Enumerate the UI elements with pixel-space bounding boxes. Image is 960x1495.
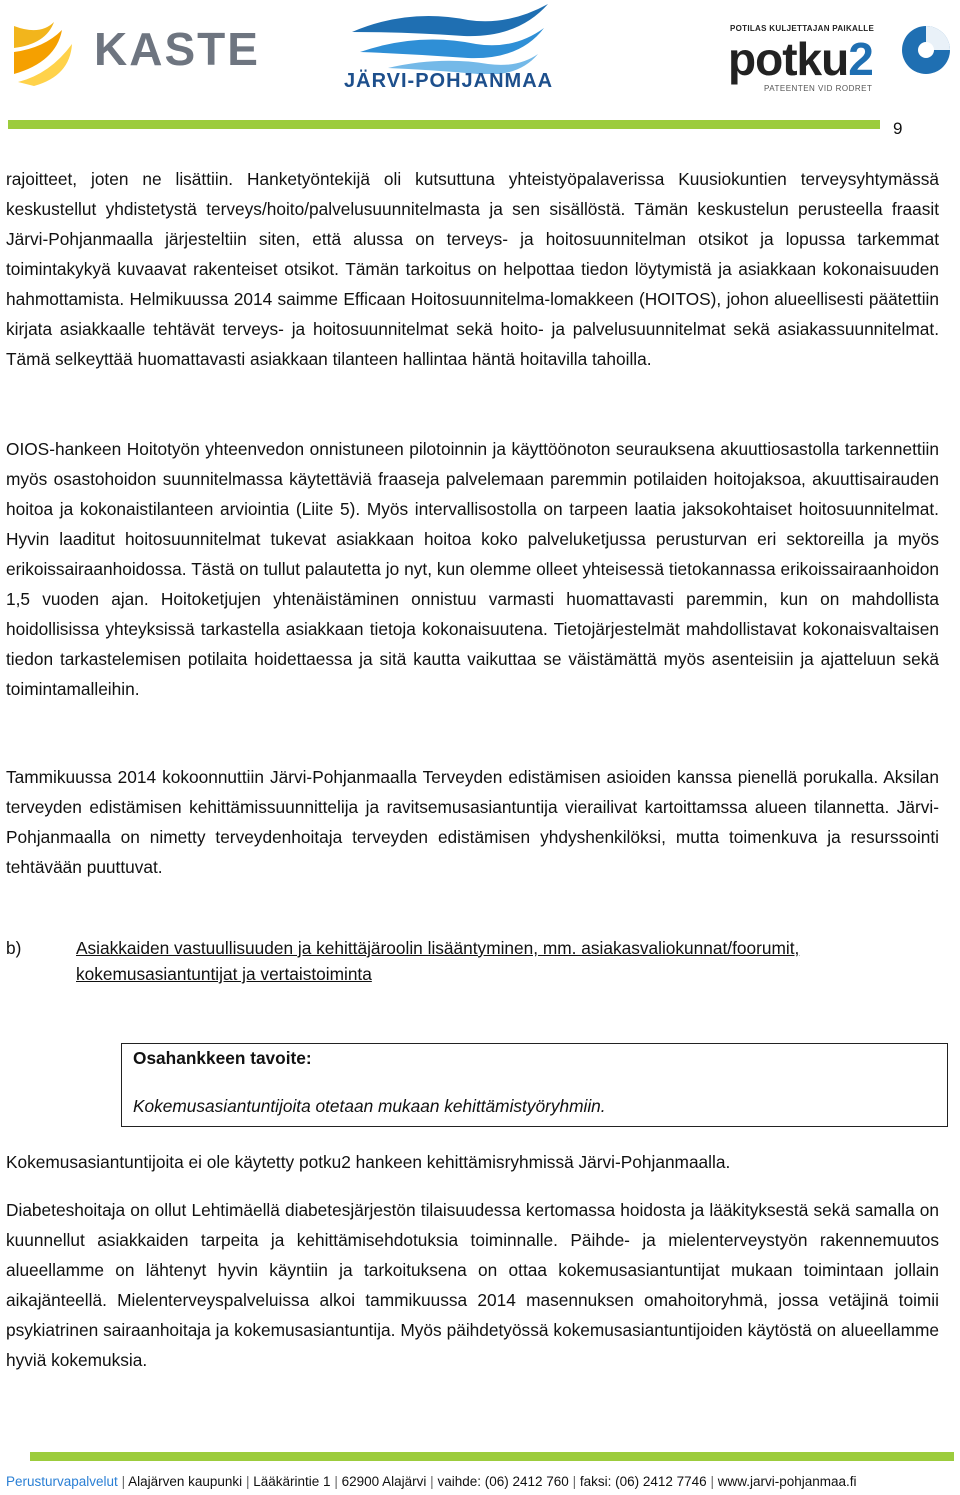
potku2-wordmark — [728, 32, 873, 86]
kaste-logo — [10, 12, 260, 92]
jarvi-pohjanmaa-logo — [338, 0, 554, 100]
paragraph-1: rajoitteet, joten ne lisättiin. Hanketyöntekijä oli kutsuttuna yhteistyöpalaverissa Kuusiokuntien terveysyhtymässä keskustellut yhdistetystä terveys/hoito/palvelusuunnitelmasta ja sen sisällöstä. Tämän keskustelun perusteella fraasit Järvi-Pohjanmaalla järjesteltiin siten, että alussa on terveys- ja hoitosuunnitelman otsikot ja lopussa tarkemmat toimintakykyä kuvaavat rakenteiset otsikot. Tämän tarkoitus on helpottaa tiedon löytymistä ja asiakkaan kokonaisuuden hahmottamista. Helmikuussa 2014 saimme Efficaan Hoitosuunnitelma-lomakkeen (HOITOS), johon alueellisesti päätettiin kirjata asiakkaalle tehtävät terveys- ja hoitosuunnitelmat sekä hoito- ja palvelusuunnitelmat sekä asiakassuunnitelmat. Tämä selkeyttää huomattavasti asiakkaan tilanteen hallintaa häntä hoitavilla tahoilla. — [6, 169, 939, 369]
footer-phone: vaihde: (06) 2412 760 — [437, 1474, 569, 1489]
page-number: 9 — [893, 119, 903, 138]
footer-divider — [30, 1452, 954, 1461]
potku2-tagline: POTILAS KULJETTAJAN PAIKALLE — [730, 24, 875, 33]
footer-website: www.jarvi-pohjanmaa.fi — [717, 1474, 857, 1489]
section-b-letter: b) — [6, 938, 22, 958]
potku2-word-a: potku — [728, 33, 849, 85]
potku2-subtagline: PATEENTEN VID RODRET — [764, 84, 873, 93]
footer-fax: faksi: (06) 2412 7746 — [579, 1474, 707, 1489]
paragraph-5: Diabeteshoitaja on ollut Lehtimäellä diabetesjärjestön tilaisuudessa kertomassa hoidosta ja lääkityksestä sekä samalla on kuunnellut asiakkaiden tarpeita ja kehittämisehdotuksia toiminnalle. Päihde- ja mielenterveystyön rakennemuutos alueellamme on lähtenyt hyvin käyntiin ja tarkoituksena on ottaa kokemusasiantuntijat mukaan toimintaan jollain aikajänteellä. Mielenterveyspalveluissa alkoi tammikuussa 2014 masennuksen omahoitoryhmä, jossa vetäjinä toimii psykiatrinen sairaanhoitaja ja kokemusasiantuntija. Myös päihdetyössä kokemusasiantuntijoiden käytöstä on alueellamme hyviä kokemuksia. — [6, 1200, 939, 1370]
potku2-logo — [728, 20, 950, 100]
waves-icon — [348, 2, 548, 74]
section-b-title: Asiakkaiden vastuullisuuden ja kehittäjäroolin lisääntyminen, mm. asiakasvaliokunnat/foorumit, kokemusasiantuntijat ja vertaistoiminta — [76, 938, 800, 984]
paragraph-3: Tammikuussa 2014 kokoonnuttiin Järvi-Pohjanmaalla Terveyden edistämisen asioiden kanssa pienellä porukalla. Aksilan terveyden edistämisen kehittämissuunnittelija ja ravitsemusasiantuntija vierailivat kartoittamssa alueen tilannetta. Järvi-Pohjanmaalla on nimetty terveydenhoitaja terveyden edistämisen yhdyshenkilöksi, mutta toimenkuva ja resurssointi tehtävään puuttuvat. — [6, 767, 939, 877]
footer-org: Perusturvapalvelut — [6, 1474, 118, 1489]
potku2-word-b: 2 — [848, 33, 873, 85]
footer-street: Lääkärintie 1 — [253, 1474, 331, 1489]
potku2-globe-icon — [900, 24, 952, 76]
goal-text: Kokemusasiantuntijoita otetaan mukaan kehittämistyöryhmiin. — [133, 1096, 606, 1116]
paragraph-4: Kokemusasiantuntijoita ei ole käytetty potku2 hankeen kehittämisryhmissä Järvi-Pohjanmaalla. — [6, 1152, 731, 1172]
header-divider — [8, 120, 880, 129]
jarvi-pohjanmaa-logo-text: JÄRVI-POHJANMAA — [344, 70, 554, 92]
kaste-logo-text: KASTE — [94, 23, 260, 75]
page-footer: Perusturvapalvelut | Alajärven kaupunki | Lääkärintie 1 | 62900 Alajärvi | vaihde: (06) 2412 760 | faksi: (06) 2412 7746 | www.jarvi-pohjanmaa.fi — [6, 1474, 857, 1489]
page-header — [0, 0, 960, 140]
goal-box — [121, 1043, 948, 1127]
goal-title: Osahankkeen tavoite: — [133, 1048, 312, 1068]
footer-postal: 62900 Alajärvi — [341, 1474, 427, 1489]
paragraph-2: OIOS-hankeen Hoitotyön yhteenvedon onnistuneen pilotoinnin ja käyttöönoton seurauksena akuuttiosastolla tarkennettiin myös osastohoidon suunnitelmassa käytettäviä fraaseja palvelemaan paremmin potilaiden hoitojaksoa, akuuttisairauden hoitoa ja kokonaistilanteen arviointia (Liite 5). Myös intervallisostolla on tarpeen laatia jaksokohtaiset hoitosuunnitelmat. Hyvin laaditut hoitosuunnitelmat tukevat asiakkaan hoitoa koko palveluketjussa perusturvan eri sektoreilla ja myös erikoissairaanhoidossa. Tästä on tullut palautetta jo nyt, kun olemme olleet yhteisessä tietokannassa erikoissairaanhoidon 1,5 vuoden ajan. Hoitoketjujen yhtenäistäminen onnistuu varmasti huomattavasti paremmin, kun on mahdollista hoidollisissa yhteyksissä tarkastella asiakkaan tietoja kokonaisuutena. Tietojärjestelmät mahdollistavat kokonaisvaltaisen tiedon tarkastelemisen potilaita hoidettaessa ja sitä kautta vaikuttaa se väistämättä myös asenteisiin ja ajatteluun sekä toimintamalleihin. — [6, 439, 939, 699]
kaste-logo-mark-icon — [10, 18, 86, 86]
footer-city: Alajärven kaupunki — [128, 1474, 243, 1489]
